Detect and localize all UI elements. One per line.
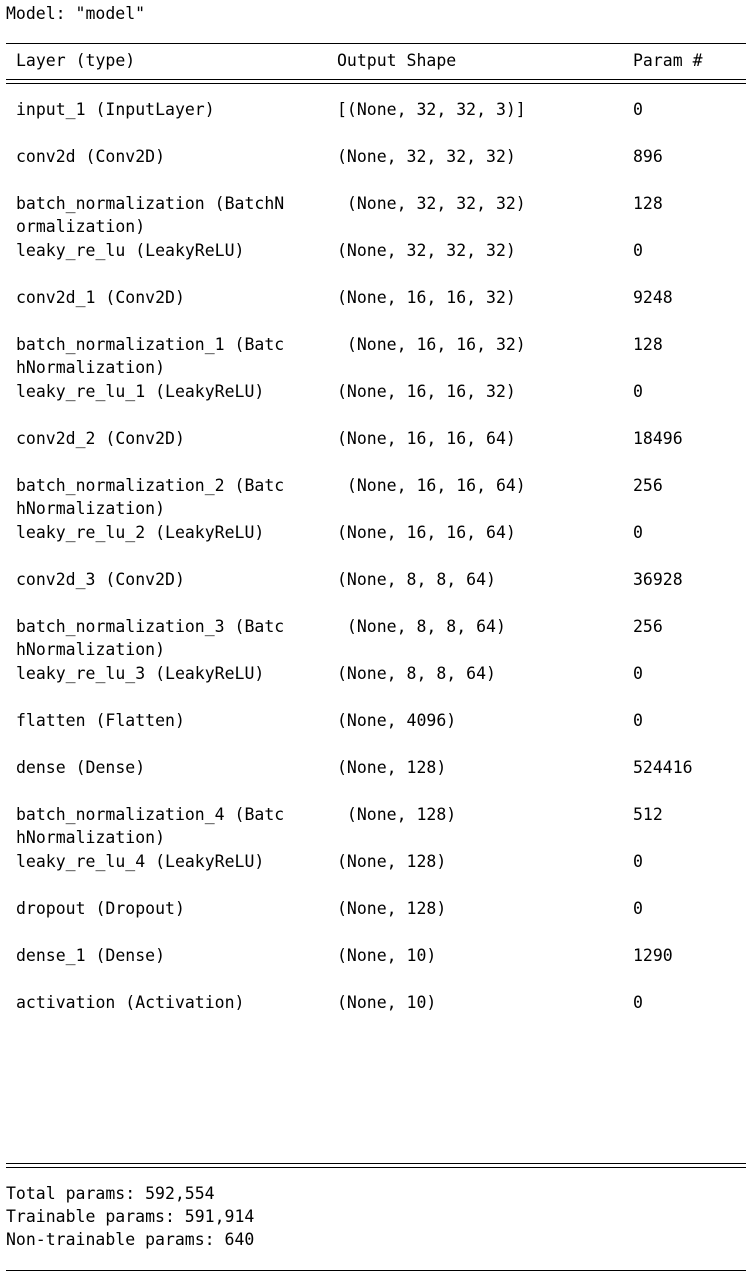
output-shape-cell: (None, 128) xyxy=(337,899,447,918)
output-shape-cell: (None, 32, 32, 32) xyxy=(337,241,516,260)
param-count-cell: 256 xyxy=(633,476,663,495)
param-count-cell: 0 xyxy=(633,523,643,542)
table-row xyxy=(0,192,755,240)
table-row xyxy=(0,286,755,334)
table-row xyxy=(0,568,755,616)
output-shape-cell: [(None, 32, 32, 3)] xyxy=(337,100,526,119)
output-shape-cell: (None, 16, 16, 64) xyxy=(337,523,516,542)
output-shape-cell: (None, 8, 8, 64) xyxy=(337,570,496,589)
table-row xyxy=(0,427,755,475)
layer-name-cell: batch_normalization_3 (Batc hNormalization) xyxy=(16,617,285,659)
table-row xyxy=(0,709,755,757)
table-row xyxy=(0,239,755,287)
output-shape-cell: (None, 16, 16, 32) xyxy=(337,288,516,307)
layer-name-cell: batch_normalization_1 (Batc hNormalization) xyxy=(16,335,285,377)
param-count-cell: 0 xyxy=(633,241,643,260)
layer-name-cell: input_1 (InputLayer) xyxy=(16,100,215,119)
layer-name-cell: flatten (Flatten) xyxy=(16,711,185,730)
output-shape-cell: (None, 128) xyxy=(337,852,447,871)
param-count-cell: 0 xyxy=(633,852,643,871)
model-title: Model: "model" xyxy=(6,4,146,23)
param-count-cell: 256 xyxy=(633,617,663,636)
table-row xyxy=(0,521,755,569)
output-shape-cell: (None, 16, 16, 32) xyxy=(337,335,526,354)
param-count-cell: 1290 xyxy=(633,946,673,965)
layer-name-cell: dense_1 (Dense) xyxy=(16,946,166,965)
layer-name-cell: leaky_re_lu_1 (LeakyReLU) xyxy=(16,382,265,401)
layer-name-cell: batch_normalization (BatchN ormalization) xyxy=(16,194,285,236)
param-count-cell: 18496 xyxy=(633,429,683,448)
layer-name-cell: conv2d (Conv2D) xyxy=(16,147,166,166)
param-count-cell: 524416 xyxy=(633,758,693,777)
layer-name-cell: dense (Dense) xyxy=(16,758,146,777)
table-row xyxy=(0,944,755,992)
layer-name-cell: conv2d_2 (Conv2D) xyxy=(16,429,185,448)
table-row xyxy=(0,145,755,193)
table-row xyxy=(0,333,755,381)
layer-name-cell: dropout (Dropout) xyxy=(16,899,185,918)
total-params: Total params: 592,554 xyxy=(6,1184,215,1203)
table-row xyxy=(0,756,755,804)
output-shape-cell: (None, 10) xyxy=(337,946,437,965)
param-count-cell: 512 xyxy=(633,805,663,824)
non-trainable-params: Non-trainable params: 640 xyxy=(6,1230,255,1249)
param-count-cell: 0 xyxy=(633,100,643,119)
param-count-cell: 128 xyxy=(633,335,663,354)
output-shape-cell: (None, 4096) xyxy=(337,711,457,730)
output-shape-cell: (None, 10) xyxy=(337,993,437,1012)
layer-name-cell: activation (Activation) xyxy=(16,993,245,1012)
layer-name-cell: leaky_re_lu_4 (LeakyReLU) xyxy=(16,852,265,871)
table-row xyxy=(0,662,755,710)
output-shape-cell: (None, 8, 8, 64) xyxy=(337,617,506,636)
table-row xyxy=(0,98,755,146)
table-row xyxy=(0,380,755,428)
param-count-cell: 9248 xyxy=(633,288,673,307)
param-count-cell: 128 xyxy=(633,194,663,213)
table-row xyxy=(0,850,755,898)
bottom-rule xyxy=(6,1270,746,1271)
layer-name-cell: batch_normalization_4 (Batc hNormalization) xyxy=(16,805,285,847)
top-rule xyxy=(6,43,746,44)
layer-name-cell: leaky_re_lu_2 (LeakyReLU) xyxy=(16,523,265,542)
param-count-cell: 0 xyxy=(633,993,643,1012)
layer-name-cell: batch_normalization_2 (Batc hNormalization) xyxy=(16,476,285,518)
table-row xyxy=(0,803,755,851)
table-row xyxy=(0,615,755,663)
layer-name-cell: leaky_re_lu (LeakyReLU) xyxy=(16,241,245,260)
param-count-cell: 0 xyxy=(633,899,643,918)
header-layer-type: Layer (type) xyxy=(16,51,136,70)
table-row xyxy=(0,474,755,522)
output-shape-cell: (None, 32, 32, 32) xyxy=(337,194,526,213)
table-row xyxy=(0,991,755,1039)
layer-name-cell: leaky_re_lu_3 (LeakyReLU) xyxy=(16,664,265,683)
output-shape-cell: (None, 128) xyxy=(337,805,457,824)
header-output-shape: Output Shape xyxy=(337,51,457,70)
output-shape-cell: (None, 16, 16, 64) xyxy=(337,476,526,495)
table-row xyxy=(0,897,755,945)
param-count-cell: 0 xyxy=(633,382,643,401)
layer-name-cell: conv2d_1 (Conv2D) xyxy=(16,288,185,307)
param-count-cell: 0 xyxy=(633,664,643,683)
header-double-rule xyxy=(6,79,746,84)
output-shape-cell: (None, 128) xyxy=(337,758,447,777)
param-count-cell: 36928 xyxy=(633,570,683,589)
footer-double-rule xyxy=(6,1163,746,1168)
layer-name-cell: conv2d_3 (Conv2D) xyxy=(16,570,185,589)
output-shape-cell: (None, 16, 16, 32) xyxy=(337,382,516,401)
output-shape-cell: (None, 32, 32, 32) xyxy=(337,147,516,166)
output-shape-cell: (None, 8, 8, 64) xyxy=(337,664,496,683)
trainable-params: Trainable params: 591,914 xyxy=(6,1207,255,1226)
param-count-cell: 0 xyxy=(633,711,643,730)
output-shape-cell: (None, 16, 16, 64) xyxy=(337,429,516,448)
param-count-cell: 896 xyxy=(633,147,663,166)
header-param-count: Param # xyxy=(633,51,703,70)
